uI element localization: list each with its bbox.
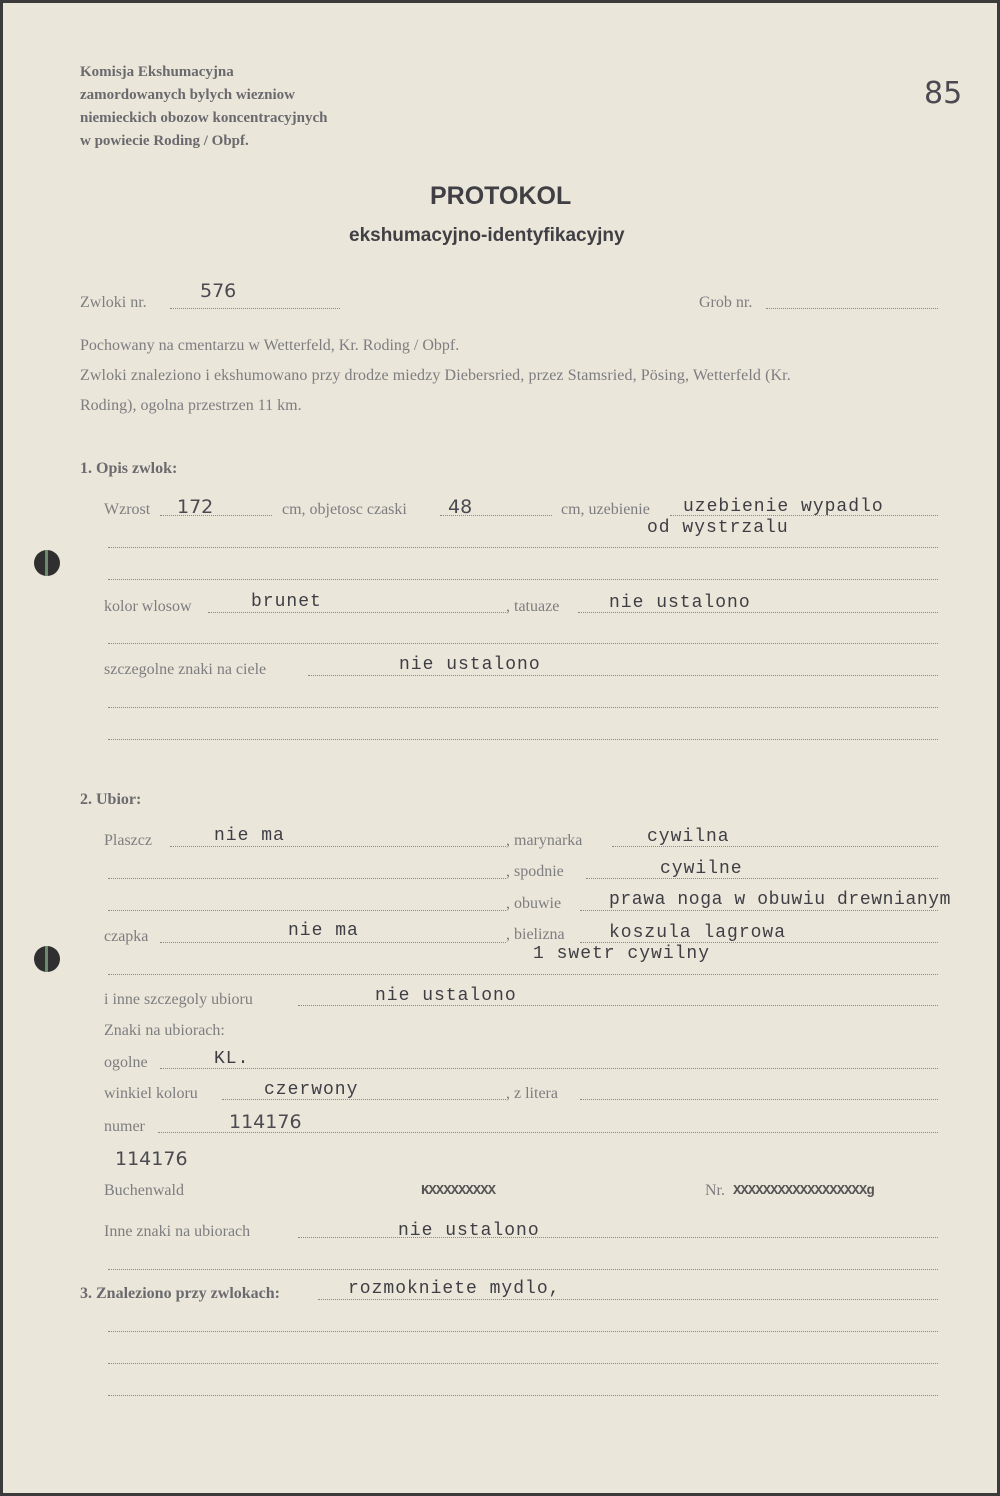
hair-color-label: kolor wlosow	[104, 598, 192, 615]
blank-line-7	[108, 1269, 938, 1270]
punch-hole-top	[34, 550, 60, 576]
body-marks-line	[308, 675, 938, 676]
winkel-color-value: czerwony	[264, 1080, 359, 1100]
burial-place-text: Pochowany na cmentarzu w Wetterfeld, Kr. Roding / Obpf.	[80, 337, 460, 354]
cap-line	[160, 942, 506, 943]
clothing-marks-heading: Znaki na ubiorach:	[104, 1022, 225, 1039]
body-marks-value: nie ustalono	[399, 655, 541, 675]
other-clothing-marks-label: Inne znaki na ubiorach	[104, 1223, 251, 1240]
trousers-label: , spodnie	[506, 863, 564, 880]
camp-redacted-entry: KXXXXXXXXX	[421, 1183, 496, 1199]
shoes-value: prawa noga w obuwiu drewnianym	[609, 890, 952, 910]
corpse-number-value: 576	[200, 280, 237, 302]
section-2-heading: 2. Ubior:	[80, 791, 142, 808]
blank-line-3	[108, 707, 938, 708]
blank-line-1	[108, 579, 938, 580]
section-1-heading: 1. Opis zwlok:	[80, 460, 178, 477]
teeth-line-2	[108, 547, 938, 548]
coat-value: nie ma	[214, 826, 285, 846]
corpse-number-label: Zwloki nr.	[80, 294, 147, 311]
number-value: 114176	[229, 1111, 302, 1133]
blank-line-9	[108, 1363, 938, 1364]
jacket-label: , marynarka	[506, 832, 583, 849]
winkel-color-label: winkiel koloru	[104, 1085, 198, 1102]
general-marks-label: ogolne	[104, 1054, 148, 1071]
found-items-line	[318, 1299, 938, 1300]
blank-line-5	[108, 910, 506, 911]
coat-line-2	[108, 878, 506, 879]
general-marks-line	[160, 1068, 938, 1069]
cap-value: nie ma	[288, 921, 359, 941]
cm-teeth-label: cm, uzebienie	[561, 501, 650, 518]
punch-hole-bottom	[34, 946, 60, 972]
cap-label: czapka	[104, 928, 149, 945]
camp-nr-label: Nr.	[705, 1182, 725, 1199]
hair-color-value: brunet	[251, 592, 322, 612]
found-location-text-1: Zwloki znaleziono i ekshumowano przy drodze miedzy Diebersried, przez Stamsried, Pösing, Wetterfeld (Kr.	[80, 367, 791, 384]
protocol-subtitle: ekshumacyjno-identyfikacyjny	[349, 225, 625, 246]
header-line-1: Komisja Ekshumacyjna	[80, 64, 234, 80]
letter-label: , z litera	[506, 1085, 558, 1102]
blank-line-8	[108, 1331, 938, 1332]
height-value: 172	[177, 496, 214, 518]
other-clothing-marks-line	[298, 1237, 938, 1238]
underwear-value-2: 1 swetr cywilny	[533, 944, 711, 964]
shoes-label: , obuwie	[506, 895, 562, 912]
trousers-value: cywilne	[660, 859, 743, 879]
grave-number-label: Grob nr.	[699, 294, 753, 311]
other-clothing-label: i inne szczegoly ubioru	[104, 991, 253, 1008]
cm-skull-label: cm, objetosc czaski	[282, 501, 407, 518]
camp-nr-redacted-entry: XXXXXXXXXXXXXXXXXXg	[733, 1183, 874, 1199]
coat-line	[170, 846, 506, 847]
tattoo-label: , tatuaze	[506, 598, 560, 615]
teeth-value-1: uzebienie wypadlo	[683, 497, 884, 517]
tattoo-value: nie ustalono	[609, 593, 751, 613]
body-marks-label: szczegolne znaki na ciele	[104, 661, 267, 678]
blank-line-2	[108, 643, 938, 644]
other-clothing-marks-value: nie ustalono	[398, 1221, 540, 1241]
camp-label: Buchenwald	[104, 1182, 184, 1199]
letter-line	[580, 1099, 938, 1100]
underwear-label: , bielizna	[506, 926, 565, 943]
number-label: numer	[104, 1118, 145, 1135]
blank-line-4	[108, 739, 938, 740]
grave-number-line	[766, 308, 938, 309]
trousers-line	[586, 878, 938, 879]
blank-line-6	[108, 974, 938, 975]
header-line-2: zamordowanych bylych wiezniow	[80, 87, 295, 103]
teeth-value-2: od wystrzalu	[647, 518, 789, 538]
other-clothing-value: nie ustalono	[375, 986, 517, 1006]
section-3-heading: 3. Znaleziono przy zwlokach:	[80, 1285, 280, 1302]
coat-label: Plaszcz	[104, 832, 152, 849]
height-label: Wzrost	[104, 501, 151, 518]
page-number: 85	[924, 76, 963, 111]
underwear-value-1: koszula lagrowa	[609, 923, 787, 943]
corpse-number-line	[170, 308, 340, 309]
jacket-value: cywilna	[647, 827, 730, 847]
hair-color-line	[208, 612, 506, 613]
blank-line-10	[108, 1395, 938, 1396]
protocol-title: PROTOKOL	[430, 182, 572, 210]
shoes-line	[580, 910, 938, 911]
skull-value: 48	[448, 496, 473, 518]
header-line-3: niemieckich obozow koncentracyjnych	[80, 110, 328, 126]
header-line-4: w powiecie Roding / Obpf.	[80, 133, 249, 149]
found-items-value: rozmokniete mydlo,	[348, 1279, 561, 1299]
found-location-text-2: Roding), ogolna przestrzen 11 km.	[80, 397, 302, 414]
handwritten-number: 114176	[115, 1148, 188, 1170]
general-marks-value: KL.	[214, 1049, 250, 1069]
